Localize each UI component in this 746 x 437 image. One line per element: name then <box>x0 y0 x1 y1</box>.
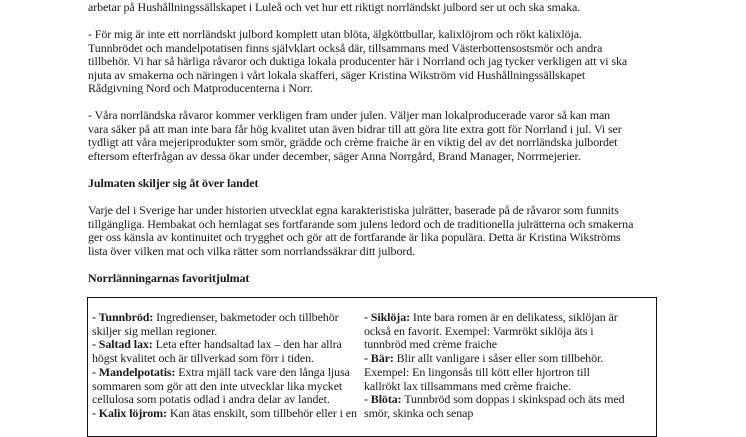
paragraph-line: Tunnbrödet och mandelpotatisen finns självklart också där, tillsammans med Västerbottensostsmör och andra <box>88 41 603 55</box>
food-description: smör, skinka och senap <box>364 405 474 420</box>
food-description: Tunnbröd som doppas i skinkspad och äts med <box>401 392 625 407</box>
paragraph-line: Varje del i Sverige har under historien utvecklat egna karakteristiska julrätter, baserade på de råvaror som funnits <box>88 203 619 217</box>
food-term: - Saltad lax: <box>92 337 153 352</box>
box-column-left <box>92 311 357 421</box>
box-list-line <box>92 393 357 407</box>
box-list-line <box>92 325 357 339</box>
section-heading: Norrlänningarnas favoritjulmat <box>88 271 250 285</box>
paragraph-line: tydligt att våra mejeriprodukter som smör, grädde och crème fraiche är en viktig del av det norrländska julbordet <box>88 135 618 149</box>
paragraph-line: arbetar på Hushållningssällskapet i Luleå och vet hur ett riktigt norrländskt julbord ser ut och ska smaka. <box>88 0 581 14</box>
food-description: också en favorit. Exempel: Varmrökt siklöja äts i <box>364 323 594 338</box>
food-description: tunnbröd med crème fraiche <box>364 337 498 352</box>
paragraph-line: eftersom efterfrågan av dessa ökar under december, säger Anna Norrgård, Brand Manager, Norrmejerier. <box>88 149 581 163</box>
food-description: Inte bara romen är en delikatess, siklöjan är <box>410 310 618 324</box>
paragraph-line: tillbehör. Vi har så härliga råvaror och duktiga lokala producenter här i Norrland och jag tycker verkligen att vi ska <box>88 54 628 68</box>
food-description: skiljer sig mellan regioner. <box>92 323 218 338</box>
paragraph-line: tillgängliga. Hembakat och hemlagat ses fortfarande som julens ledord och de traditionella julrätterna och smakerna <box>88 217 634 231</box>
food-term: - Bär: <box>364 351 394 366</box>
section-heading: Julmaten skiljer sig åt över landet <box>88 176 259 190</box>
box-list-line <box>92 338 357 352</box>
box-list-line <box>364 352 624 366</box>
paragraph-line: lista över vilken mat och vilka rätter som norrlandssäkrar ditt julbord. <box>88 244 416 258</box>
paragraph-line: ger oss känsla av kontinuitet och trygghet och gör att de fortfarande är lika populära. Detta är Kristina Wikströms <box>88 230 621 244</box>
food-description: Exempel: En lingonsås till kött eller hjortron till <box>364 364 590 379</box>
food-description: kallrökt lax tillsammans med crème fraiche. <box>364 378 571 393</box>
food-term: - Tunnbröd: <box>92 310 154 324</box>
food-description: Extra mjäll tack vare den långa ljusa <box>175 364 350 379</box>
box-list-line <box>364 325 624 339</box>
food-term: - Kalix löjrom: <box>92 405 167 420</box>
favorite-food-box <box>87 297 657 437</box>
food-term: - Mandelpotatis: <box>92 364 176 379</box>
box-column-right <box>364 311 624 421</box>
food-term: - Blöta: <box>364 392 402 407</box>
paragraph-line: Rådgivning Nord och Matproducenterna i Norr. <box>88 81 313 95</box>
box-list-line <box>92 366 357 380</box>
box-list-line <box>92 380 357 394</box>
food-description: Blir allt vanligare i såser eller som tillbehör. <box>393 351 604 366</box>
food-term: - Siklöja: <box>364 310 411 324</box>
box-list-line <box>92 311 357 325</box>
box-list-line <box>92 352 357 366</box>
food-description: Ingredienser, bakmetoder och tillbehör <box>153 310 339 324</box>
paragraph-line: vara säker på att man inte bara får hög kvalitet utan även bidrar till att göra lite extra gott för Norrland i jul. Vi ser <box>88 122 622 136</box>
paragraph-line: njuta av smakerna och näringen i vårt lokala skafferi, säger Kristina Wikström vid Hushållningssällskapet <box>88 68 586 82</box>
food-description: högst kvalitet och är tillverkad som förr i tiden. <box>92 351 314 366</box>
food-description: Leta efter handsaltad lax – den har allra <box>152 337 342 352</box>
paragraph-line: - För mig är inte ett norrländskt julbord komplett utan blöta, älgköttbullar, kalixlöjrom och rökt kalixlöja. <box>88 27 582 41</box>
food-description: sommaren som gör att den inte utvecklar lika mycket <box>92 378 343 393</box>
box-list-line <box>364 366 624 380</box>
box-list-line <box>364 311 624 325</box>
box-list-line <box>364 380 624 394</box>
food-description: Kan ätas enskilt, som tillbehör eller i en <box>166 405 357 420</box>
box-list-line <box>364 393 624 407</box>
box-list-line <box>364 338 624 352</box>
paragraph-line: - Våra norrländska råvaror kommer verkligen fram under julen. Väljer man lokalproducerade varor så kan man <box>88 108 611 122</box>
food-description: cellulosa som potatis odlad i andra delar av landet. <box>92 392 330 407</box>
